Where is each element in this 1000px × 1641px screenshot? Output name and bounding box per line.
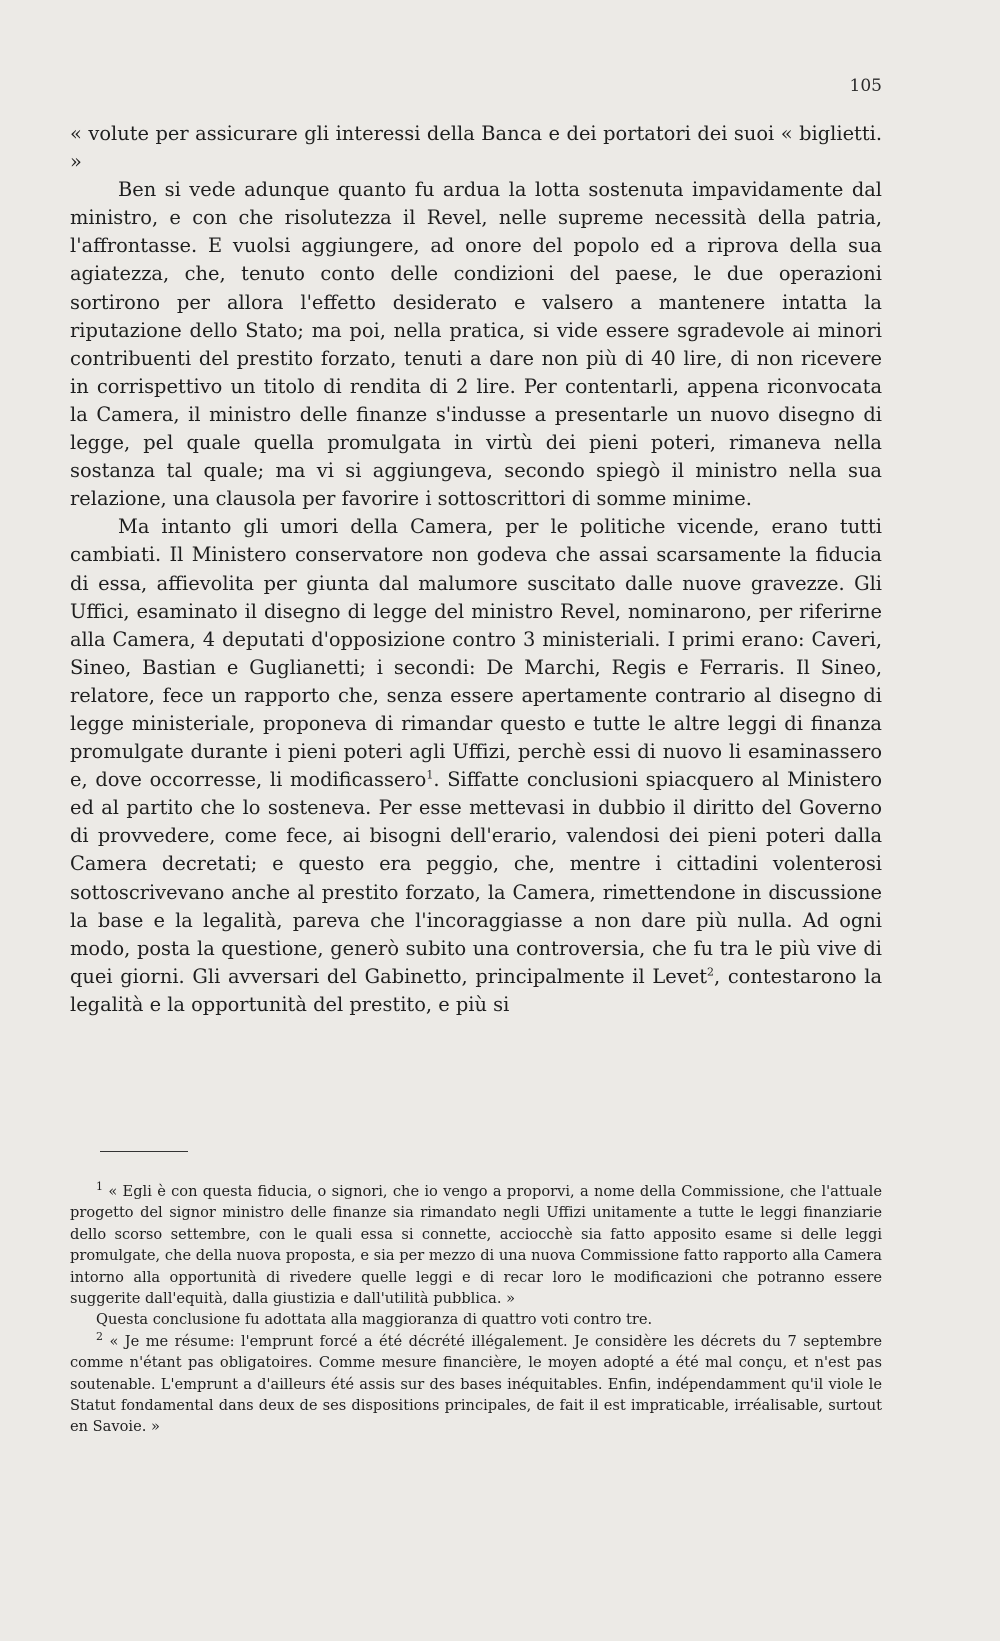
footnote-1 [70, 1181, 882, 1309]
page-number: 105 [849, 76, 882, 96]
footnote-divider [100, 1151, 188, 1152]
paragraph-1: « volute per assicurare gli interessi della Banca e dei portatori dei suoi « biglietti. » [70, 122, 882, 174]
footnotes [70, 1181, 882, 1438]
footnote-2 [70, 1331, 882, 1438]
footnote-1-note-text: Questa conclusione fu adottata alla maggioranza di quattro voti contro tre. [96, 1311, 653, 1329]
footnote-mark-2: 2 [96, 1329, 103, 1343]
paragraph-2: Ben si vede adunque quanto fu ardua la lotta sostenuta impavidamente dal ministro, e con che risolutezza il Revel, nelle supreme necessità della patria, l'affrontasse. E vuolsi aggiungere, ad onore del popolo ed a riprova della sua agiatezza, che, tenuto conto delle condizioni del paese, le due operazioni sortirono per allora l'effetto desiderato e valsero a mantenere intatta la riputazione dello Stato; ma poi, nella pratica, si vide essere sgradevole ai minori contribuenti del prestito forzato, tenuti a dare non più di 40 lire, di non ricevere in corrispettivo un titolo di rendita di 2 lire. Per contentarli, appena riconvocata la Camera, il ministro delle finanze s'indusse a presentarle un nuovo disegno di legge, pel quale quella promulgata in virtù dei pieni poteri, rimaneva nella sostanza tal quale; ma vi si aggiungeva, secondo spiegò il ministro nella sua relazione, una clausola per favorire i sottoscrittori di somme minime. [70, 178, 882, 511]
body-text [70, 120, 882, 1019]
footnote-1-note [70, 1309, 882, 1330]
footnote-1-text: « Egli è con questa fiducia, o signori, che io vengo a proporvi, a nome della Commissione, che l'attuale progetto del signor ministro delle finanze sia rimandato negli Uffizi unitamente a tutte le leggi finanziarie dello scorso settembre, con le quali essa si connette, acciocchè sia fatto apposito esame si delle leggi promulgate, che della nuova proposta, e sia per mezzo di una nuova Commissione fatto rapporto alla Camera intorno alla opportunità di rivedere quelle leggi e di recar loro le modificazioni che potranno essere suggerite dall'equità, dalla giustizia e dall'utilità pubblica. » [70, 1183, 882, 1308]
footnote-mark-1: 1 [96, 1180, 103, 1194]
footnote-ref-1: 1 [426, 768, 434, 782]
paragraph-3-part-3: , contestarono la legalità e la opportunità del prestito, e più si [70, 964, 882, 1016]
footnote-2-text: « Je me résume: l'emprunt forcé a été décrété illégalement. Je considère les décrets du 7 septembre comme n'étant pas obligatoires. Comme mesure financière, le moyen adopté a été mal conçu, et n'est pas soutenable. L'emprunt a d'ailleurs été assis sur des bases inéquitables. Enfin, indépendamment qu'il viole le Statut fondamental dans deux de ses dispositions principales, de fait il est impraticable, irréalisable, surtout en Savoie. » [70, 1332, 882, 1436]
paragraph-3 [70, 513, 882, 1019]
footnote-ref-2: 2 [706, 965, 714, 979]
paragraph-3-part-2: . Siffatte conclusioni spiacquero al Ministero ed al partito che lo sosteneva. Per esse mettevasi in dubbio il diritto del Governo di provvedere, come fece, ai bisogni dell'erario, valendosi dei pieni poteri dalla Camera decretati; e questo era peggio, che, mentre i cittadini volenterosi sottoscrivevano anche al prestito forzato, la Camera, rimettendone in discussione la base e la legalità, pareva che l'incoraggiasse a non dare più nulla. Ad ogni modo, posta la questione, generò subito una controversia, che fu tra le più vive di quei giorni. Gli avversari del Gabinetto, principalmente il Levet [70, 768, 882, 988]
paragraph-3-part-1: Ma intanto gli umori della Camera, per le politiche vicende, erano tutti cambiati. Il Ministero conservatore non godeva che assai scarsamente la fiducia di essa, affievolita per giunta dal malumore suscitato dalle nuove gravezze. Gli Uffici, esaminato il disegno di legge del ministro Revel, nominarono, per riferirne alla Camera, 4 deputati d'opposizione contro 3 ministeriali. I primi erano: Caveri, Sineo, Bastian e Guglianetti; i secondi: De Marchi, Regis e Ferraris. Il Sineo, relatore, fece un rapporto che, senza essere apertamente contrario al disegno di legge ministeriale, proponeva di rimandar questo e tutte le altre leggi di finanza promulgate durante i pieni poteri agli Uffizi, perchè essi di nuovo li esaminassero e, dove occorresse, li modificassero [70, 515, 882, 792]
